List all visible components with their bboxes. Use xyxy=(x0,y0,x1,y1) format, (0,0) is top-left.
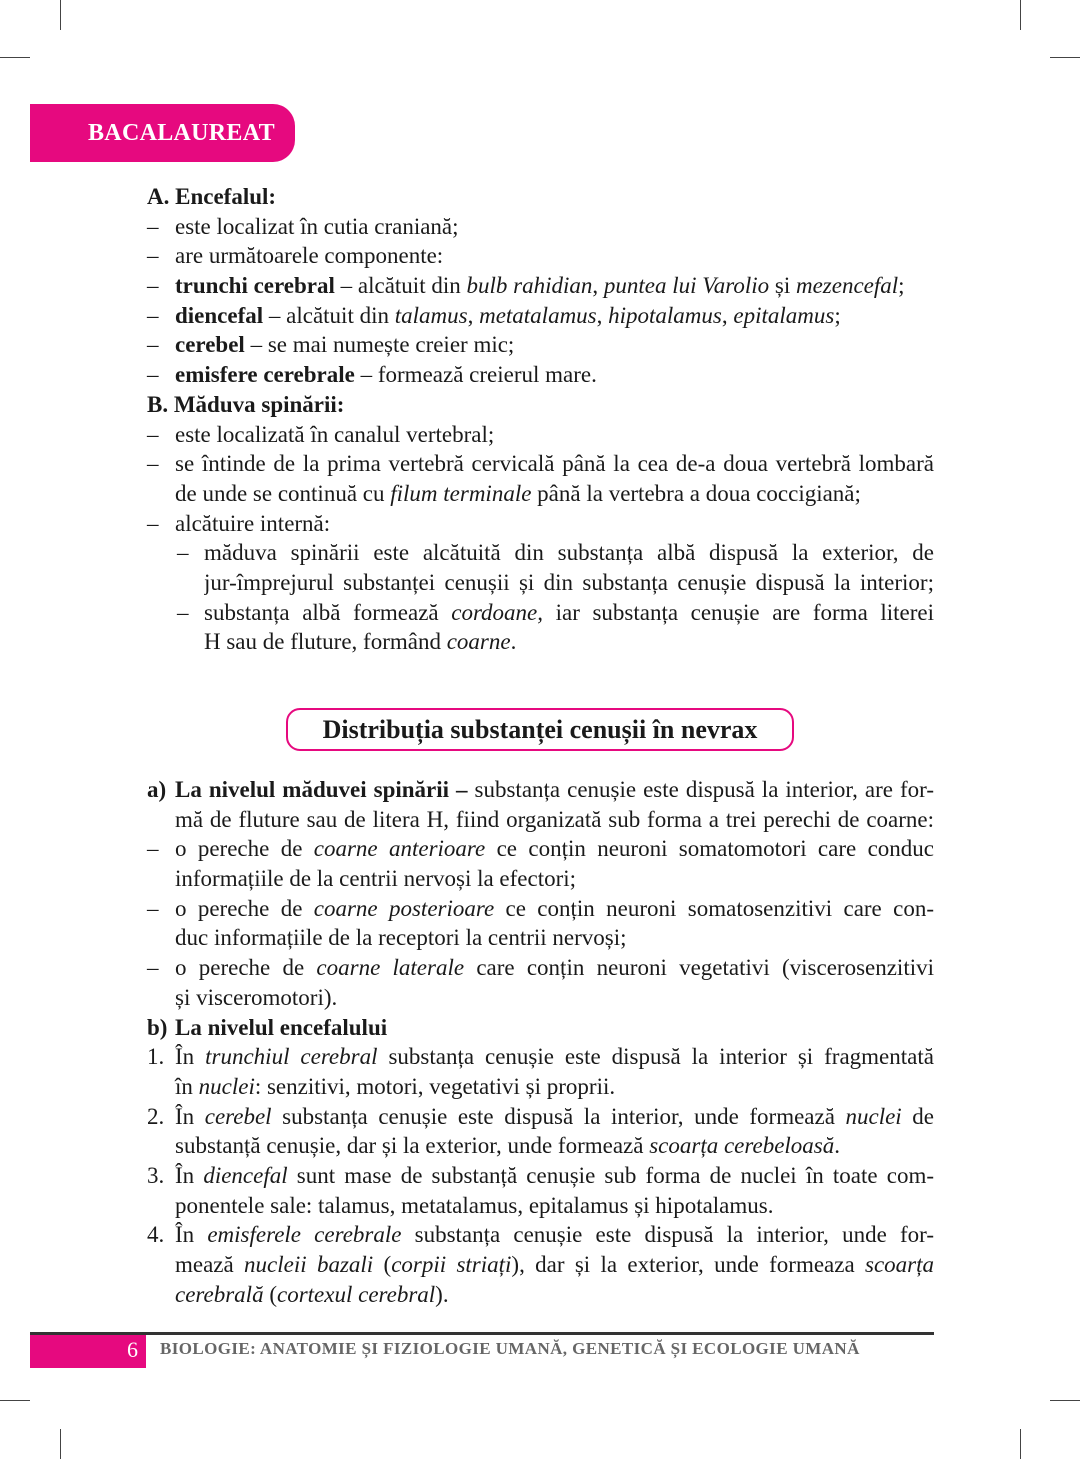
line-text xyxy=(175,420,934,450)
italic-term: cerebrală xyxy=(175,1281,264,1307)
italic-term: bulb rahidian xyxy=(466,273,593,299)
text-line xyxy=(0,805,1080,835)
text-run: substanța albă formează xyxy=(204,599,452,625)
text-line xyxy=(0,1131,1080,1161)
crop-mark xyxy=(0,1400,30,1401)
italic-term: nuclei xyxy=(845,1103,902,1129)
text-run: sunt mase de substanță cenușie sub forma de nuclei în toate com- xyxy=(287,1162,934,1188)
text-run: substanța cenușie este dispusă la interior, unde formează xyxy=(271,1103,846,1129)
italic-term: scoarța xyxy=(865,1252,934,1277)
text-line xyxy=(0,301,1080,331)
list-marker: 3. xyxy=(147,1162,165,1188)
line-text xyxy=(175,301,934,331)
text-line xyxy=(0,360,1080,390)
text-run: – se mai numește creier mic; xyxy=(244,332,515,358)
text-line xyxy=(0,568,1080,598)
text-line xyxy=(0,1191,1080,1221)
text-run: În xyxy=(175,1103,205,1129)
line-text xyxy=(175,1280,934,1310)
list-marker: – xyxy=(147,836,159,862)
page-number-box xyxy=(30,1335,146,1368)
line-text xyxy=(175,271,934,301)
text-run: duc informațiile de la receptori la centrii nervoși; xyxy=(175,925,627,951)
list-marker: a) xyxy=(147,777,167,802)
bold-term: A. Encefalul: xyxy=(147,184,277,209)
line-text xyxy=(175,479,934,509)
list-marker: – xyxy=(147,421,159,447)
text-line xyxy=(0,479,1080,509)
line-text xyxy=(175,1220,934,1250)
text-run: În xyxy=(175,1222,208,1248)
text-run: este localizat în cutia craniană; xyxy=(175,213,459,239)
list-marker: – xyxy=(147,451,159,477)
italic-term: puntea lui Varolio xyxy=(603,273,770,299)
line-text xyxy=(175,449,934,479)
text-run: . xyxy=(510,629,517,655)
bold-term: trunchi cerebral xyxy=(175,273,335,299)
text-run: substanța cenușie este dispusă la interior și fragmentată xyxy=(377,1044,934,1070)
italic-term: trunchiul cerebral xyxy=(205,1044,378,1070)
text-run: are următoarele componente: xyxy=(175,243,444,269)
text-line xyxy=(0,1220,1080,1250)
crop-mark xyxy=(1050,57,1080,58)
text-run: măduva spinării este alcătuită din substanța albă dispusă la exterior, de xyxy=(204,540,934,566)
section-heading: Distribuția substanței cenușii în nevrax xyxy=(286,708,794,751)
italic-term: coarne xyxy=(446,629,511,655)
text-run: substanța cenușie este dispusă la interior, are for- xyxy=(467,777,934,802)
text-run: până la vertebra a doua coccigiană; xyxy=(531,480,861,506)
list-marker: – xyxy=(147,332,159,358)
text-line xyxy=(0,1072,1080,1102)
crop-mark xyxy=(1050,1400,1080,1401)
text-line xyxy=(0,953,1080,983)
crop-mark xyxy=(1020,0,1021,30)
text-run: , xyxy=(596,302,609,328)
line-text xyxy=(175,1042,934,1072)
text-run: – alcătuit din xyxy=(334,273,467,299)
crop-mark xyxy=(60,0,61,30)
line-text xyxy=(147,182,934,212)
line-text xyxy=(175,1191,934,1221)
text-run: ). xyxy=(435,1281,449,1307)
line-text xyxy=(175,834,934,864)
line-text xyxy=(175,360,934,390)
text-line xyxy=(0,1102,1080,1132)
text-line xyxy=(0,538,1080,568)
line-text xyxy=(204,568,934,598)
line-text xyxy=(175,805,934,835)
text-run: iar substanța cenușie are forma literei xyxy=(543,599,934,625)
line-text xyxy=(175,1013,934,1043)
line-text xyxy=(175,923,934,953)
line-text xyxy=(175,1131,934,1161)
italic-term: coarne laterale xyxy=(316,955,465,981)
line-text xyxy=(175,1072,934,1102)
line-text xyxy=(175,953,934,983)
text-line xyxy=(0,241,1080,271)
list-marker: – xyxy=(147,243,159,269)
text-run: este localizată în canalul vertebral; xyxy=(175,421,495,447)
text-line xyxy=(0,894,1080,924)
bold-term: La nivelul encefalului xyxy=(175,1014,388,1040)
text-run: alcătuire internă: xyxy=(175,510,331,536)
bold-term: emisfere cerebrale xyxy=(175,362,355,388)
text-line xyxy=(0,864,1080,894)
text-run: ; xyxy=(898,273,905,299)
line-text xyxy=(175,330,934,360)
text-line xyxy=(0,923,1080,953)
line-text xyxy=(175,212,934,242)
italic-term: mezencefal xyxy=(795,273,899,299)
text-run: H sau de fluture, formând xyxy=(204,629,447,655)
text-line xyxy=(0,182,1080,212)
italic-term: hipotalamus xyxy=(608,302,722,328)
footer-rule xyxy=(30,1332,934,1335)
list-marker: – xyxy=(147,273,159,299)
list-marker: – xyxy=(147,302,159,328)
text-run: jur-împrejurul substanței cenușii și din substanța cenușie dispusă la interior; xyxy=(204,569,934,595)
text-run: și visceromotori). xyxy=(175,984,338,1010)
line-text xyxy=(175,775,934,805)
text-run: și xyxy=(769,273,796,299)
list-marker: – xyxy=(147,955,159,981)
text-line xyxy=(0,420,1080,450)
text-line xyxy=(0,598,1080,628)
italic-term: filum terminale xyxy=(390,480,532,506)
text-run: , xyxy=(592,273,604,299)
text-run: ( xyxy=(373,1252,392,1277)
italic-term: coarne posterioare xyxy=(313,895,495,921)
text-line xyxy=(0,1280,1080,1310)
text-run: de unde se continuă cu xyxy=(175,480,391,506)
list-marker: – xyxy=(147,362,159,388)
text-run: ; xyxy=(834,302,841,328)
text-line xyxy=(0,775,1080,805)
text-line xyxy=(0,390,1080,420)
list-marker: – xyxy=(177,540,189,566)
text-line xyxy=(0,330,1080,360)
italic-term: scoarța cerebeloasă xyxy=(649,1133,835,1159)
text-run: ( xyxy=(263,1281,277,1307)
section-badge: BACALAUREAT xyxy=(30,104,295,162)
bold-term: B. Măduva spinării: xyxy=(147,391,345,417)
text-line xyxy=(0,509,1080,539)
text-run: care conțin neuroni vegetativi (viscerosenzitivi xyxy=(464,955,934,981)
text-run: o pereche de xyxy=(175,895,314,921)
page-number: 6 xyxy=(127,1337,138,1362)
text-run: ce conțin neuroni somatosenzitivi care con- xyxy=(494,895,934,921)
bold-term: diencefal xyxy=(175,302,264,328)
text-line xyxy=(0,627,1080,657)
line-text xyxy=(175,509,934,539)
text-run: ponentele sale: talamus, metatalamus, epitalamus și hipotalamus. xyxy=(175,1192,774,1218)
list-marker: – xyxy=(147,213,159,239)
list-marker: – xyxy=(147,510,159,536)
text-line xyxy=(0,983,1080,1013)
text-run: – alcătuit din xyxy=(263,302,395,328)
text-run: o pereche de xyxy=(175,955,317,981)
line-text xyxy=(175,1102,934,1132)
line-text xyxy=(204,538,934,568)
text-line xyxy=(0,212,1080,242)
text-run: În xyxy=(175,1162,204,1188)
italic-term: epitalamus xyxy=(733,302,835,328)
list-marker: – xyxy=(177,599,189,625)
text-run: ce conțin neuroni somatomotori care conduc xyxy=(485,836,934,862)
text-line xyxy=(0,834,1080,864)
list-marker: 2. xyxy=(147,1103,165,1129)
italic-term: cordoane, xyxy=(451,599,543,625)
text-run: : senzitivi, motori, vegetativi și proprii. xyxy=(254,1073,616,1099)
text-run: în xyxy=(175,1073,199,1099)
text-run: se întinde de la prima vertebră cervicală până la cea de-a doua vertebră lombară xyxy=(175,451,934,477)
line-text xyxy=(175,1250,934,1280)
text-line xyxy=(0,1042,1080,1072)
line-text xyxy=(175,864,934,894)
line-text xyxy=(175,894,934,924)
italic-term: nuclei xyxy=(198,1073,255,1099)
italic-term: emisferele cerebrale xyxy=(207,1222,402,1248)
italic-term: corpii striați xyxy=(391,1252,512,1277)
line-text xyxy=(175,241,934,271)
text-run: ), dar și la exterior, unde formeaza xyxy=(511,1252,865,1277)
italic-term: metatalamus xyxy=(479,302,597,328)
text-line xyxy=(0,1013,1080,1043)
italic-term: cortexul cerebral xyxy=(277,1281,436,1307)
crop-mark xyxy=(0,57,30,58)
list-marker: 1. xyxy=(147,1044,165,1070)
list-marker: – xyxy=(147,895,159,921)
text-run: . xyxy=(834,1133,840,1159)
text-line xyxy=(0,1161,1080,1191)
list-marker: 4. xyxy=(147,1222,165,1248)
line-text xyxy=(147,390,934,420)
list-marker: b) xyxy=(147,1014,168,1040)
line-text xyxy=(175,983,934,1013)
text-run: substanță cenușie, dar și la exterior, unde formează xyxy=(175,1133,650,1159)
text-run: mează xyxy=(175,1252,245,1277)
italic-term: cerebel xyxy=(204,1103,272,1129)
text-run: informațiile de la centrii nervoși la efectori; xyxy=(175,866,577,892)
crop-mark xyxy=(60,1429,61,1459)
line-text xyxy=(175,1161,934,1191)
section-encefal-maduva xyxy=(0,182,1080,657)
text-run: , xyxy=(721,302,734,328)
text-run: de xyxy=(901,1103,934,1129)
text-run: , xyxy=(467,302,480,328)
text-run: substanța cenușie este dispusă la interior, unde for- xyxy=(401,1222,934,1248)
text-line xyxy=(0,271,1080,301)
bold-term: cerebel xyxy=(175,332,245,358)
italic-term: talamus xyxy=(394,302,468,328)
text-run: o pereche de xyxy=(175,836,314,862)
line-text xyxy=(204,598,934,628)
line-text xyxy=(204,627,934,657)
running-title: BIOLOGIE: ANATOMIE ȘI FIZIOLOGIE UMANĂ, GENETICĂ ȘI ECOLOGIE UMANĂ xyxy=(160,1339,860,1358)
text-line xyxy=(0,1250,1080,1280)
section-distributie xyxy=(0,775,1080,1309)
italic-term: coarne anterioare xyxy=(313,836,486,862)
italic-term: nucleii bazali xyxy=(244,1252,374,1277)
text-line xyxy=(0,449,1080,479)
crop-mark xyxy=(1020,1429,1021,1459)
bold-term: La nivelul măduvei spinării – xyxy=(175,777,468,802)
italic-term: diencefal xyxy=(203,1162,288,1188)
text-run: În xyxy=(175,1044,206,1070)
text-run: – formează creierul mare. xyxy=(354,362,597,388)
text-run: mă de fluture sau de litera H, fiind organizată sub forma a trei perechi de coarne: xyxy=(175,806,934,832)
